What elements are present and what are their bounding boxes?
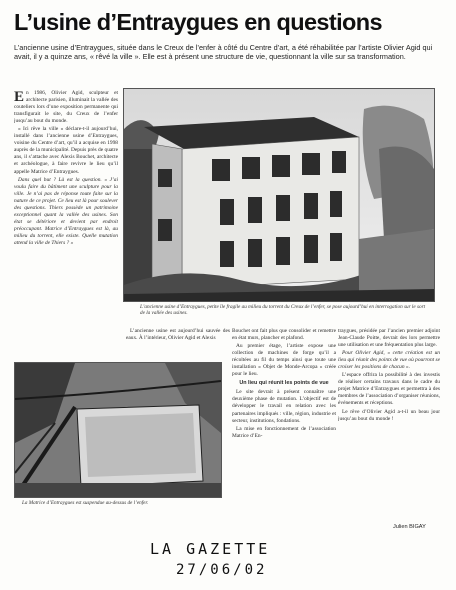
photo-1-caption: L’ancienne usine d’Entraygues, petite île fragile au milieu du torrent du Creux de l’enfer, se pose aujourd’hui en interrogation sur le sort de la vallée des usines. (140, 304, 426, 317)
col4-paragraph-1: traygues, présidée par l’ancien premier adjoint Jean-Claude Poitte, devrait des lors permettre une utilisation et une fréquentation plus large. (338, 328, 440, 349)
col1-paragraph-2: « Ici rêve la ville » déclare-t-il aujourd’hui, installé dans l’ancienne usine d’Entraygues, voisine du Centre d’art, qu’il a acquise en 1998 auprès de la municipalité. Depuis près de quatre ans, il s’attache avec Alexis Bouchet, architecte et archéologue, à faire revivre le lieu qu’il appelle Matrice d’Entraygues. (14, 126, 118, 175)
column-4 (338, 328, 440, 528)
handwritten-source: LA GAZETTE (150, 540, 271, 558)
col4-paragraph-3: L’espace offrira la possibilité à des investis de réaliser certains travaux dans le cadre du projet Matrice d’Entraygues et permettra à des membres de l’association d’organiser réunions, événements et réceptions. (338, 372, 440, 407)
building-photo-illustration (124, 89, 434, 301)
col3-subheading: Un lieu qui réunit les points de vue (239, 380, 329, 387)
col4-paragraph-2: Pour Olivier Agid, « cette création est un lieu qui réunit des points de vue où pourront se croiser les positions de chacun ». (338, 350, 440, 371)
col1-paragraph-1: n 1986, Olivier Agid, sculpteur et architecte parisien, illuminait la vallée des couteliers lors d’une exposition permanente qui transfigurait le site, du Creux de l’enfer jusqu’au bout du monde. (14, 90, 118, 125)
drop-cap: E (14, 90, 25, 105)
col3-paragraph-4: La mise en fonctionnement de l’association Matrice d’En- (232, 425, 336, 439)
author-signature: Julien BIGAY (393, 524, 426, 530)
col2-paragraph-1: L’ancienne usine est aujourd’hui sauvée des eaux. À l’intérieur, Olivier Agid et Alexis (126, 328, 230, 342)
photo-usine-entraygues (123, 88, 435, 302)
col4-paragraph-4: Le rêve d’Olivier Agid a-t-il un beau jour jusqu’au bout du monde ! (338, 408, 440, 422)
column-3 (232, 328, 336, 528)
column-2 (126, 328, 230, 358)
column-1 (14, 90, 118, 352)
handwritten-date: 27/06/02 (176, 562, 268, 578)
col1-paragraph-3: Dans quel but ? Là est la question. « J’ai voulu faire du bâtiment une sculpture pour la ville. Je n’ai pas de réponse toute faite sur la nature de ce projet. Ce lieu est là pour soulever des questions. Thiers possède un patrimoine exceptionnel quant la vallée des usines. Son état se détériore et devient par endroit préoccupant. Matrice d’Entraygues est là, au milieu du torrent, elle existe. Quelle mutation attend la ville de Thiers ? » (14, 176, 118, 246)
col3-paragraph-3: Le site devrait à présent connaître une deuxième phase de mutation. L’objectif est de développer le travail en relation avec les partenaires impliqués : ville, région, industrie et secteur, institutions, fondations. (232, 389, 336, 424)
sign-photo-illustration (15, 363, 221, 497)
article-title: L’usine d’Entraygues en questions (14, 9, 383, 35)
photo-matrice-sign (14, 362, 222, 498)
col3-paragraph-1: Bouchet ont fait plus que consolider et remettre en état murs, plancher et plafond. (232, 328, 336, 342)
col3-paragraph-2: Au premier étage, l’artiste expose une collection de machines de forge qu’il a récoltées au fil du temps ainsi que toute une installation « Objet de Monde-Arcopa » créée pour le lieu. (232, 343, 336, 378)
photo-2-caption: La Matrice d’Entraygues est suspendue au-dessus de l’enfer. (22, 500, 149, 506)
article-lede: L’ancienne usine d’Entraygues, située dans le Creux de l’enfer à côté du Centre d’art, a été réhabilitée par l’artiste Olivier Agid qui avait, il y a quinze ans, « rêvé la ville ». Elle est à présent une structure de vie, questionnant la ville sur sa transformation. (14, 43, 433, 61)
